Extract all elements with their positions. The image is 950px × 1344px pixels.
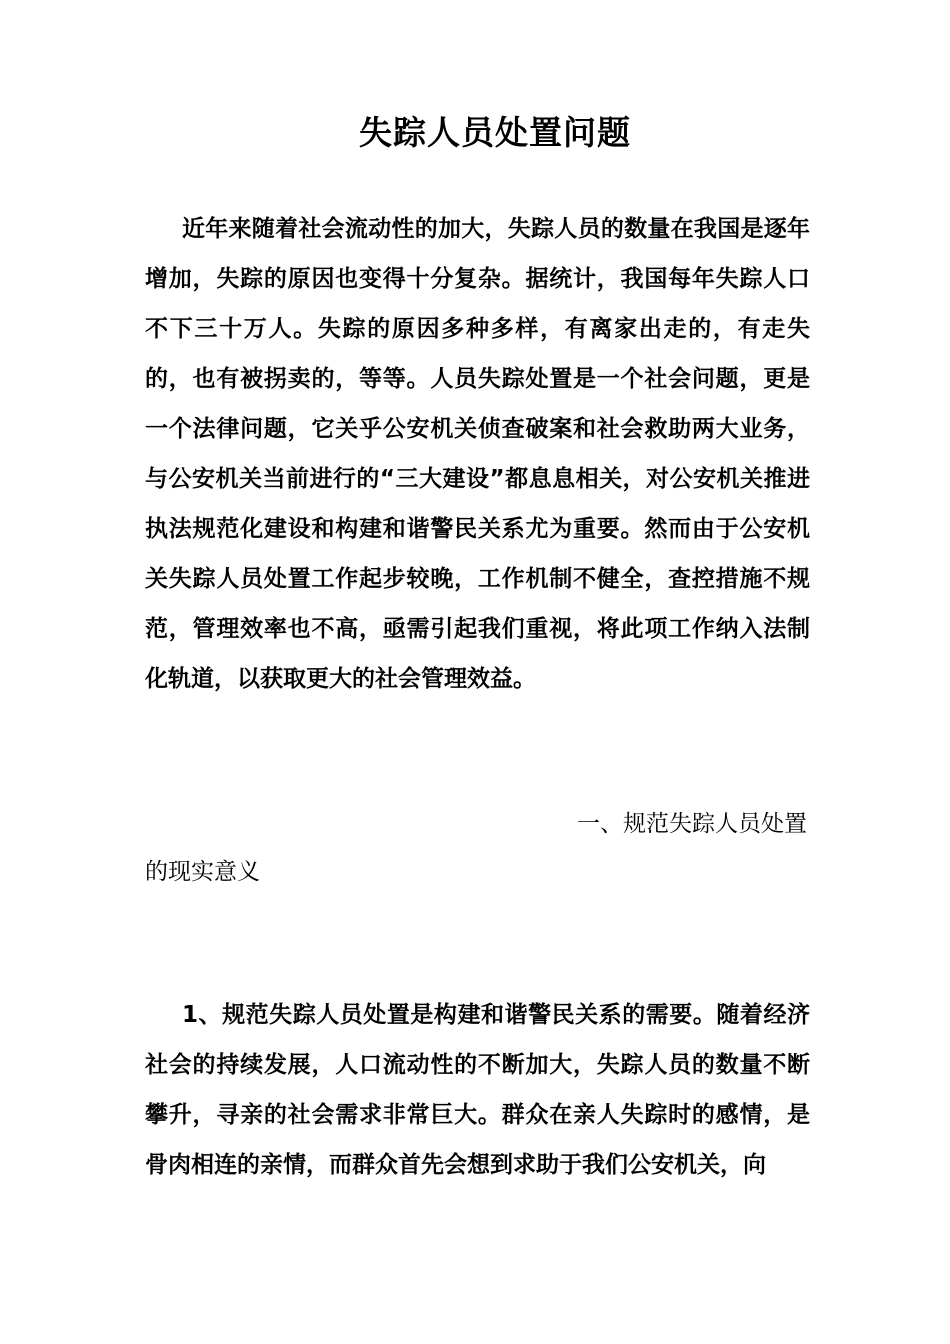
section-heading: 一、规范失踪人员处置的现实意义 xyxy=(145,811,807,885)
intro-paragraph: 近年来随着社会流动性的加大，失踪人员的数量在我国是逐年增加，失踪的原因也变得十分复杂。据统计，我国每年失踪人口不下三十万人。失踪的原因多种多样，有离家出走的，有走失的，也有被拐卖的，等等。人员失踪处置是一个社会问题，更是一个法律问题，它关乎公安机关侦查破案和社会救助两大业务，与公安机关当前进行的“三大建设”都息息相关，对公安机关推进执法规范化建设和构建和谐警民关系尤为重要。然而由于公安机关失踪人员处置工作起步较晚，工作机制不健全，查控措施不规范，管理效率也不高，亟需引起我们重视，将此项工作纳入法制化轨道，以获取更大的社会管理效益。 xyxy=(145,216,810,692)
point-one-paragraph: 1、规范失踪人员处置是构建和谐警民关系的需要。随着经济社会的持续发展，人口流动性的不断加大，失踪人员的数量不断攀升，寻亲的社会需求非常巨大。群众在亲人失踪时的感情，是骨肉相连的亲情，而群众首先会想到求助于我们公安机关，向 xyxy=(145,1002,810,1178)
document-title: 失踪人员处置问题 xyxy=(359,113,631,152)
